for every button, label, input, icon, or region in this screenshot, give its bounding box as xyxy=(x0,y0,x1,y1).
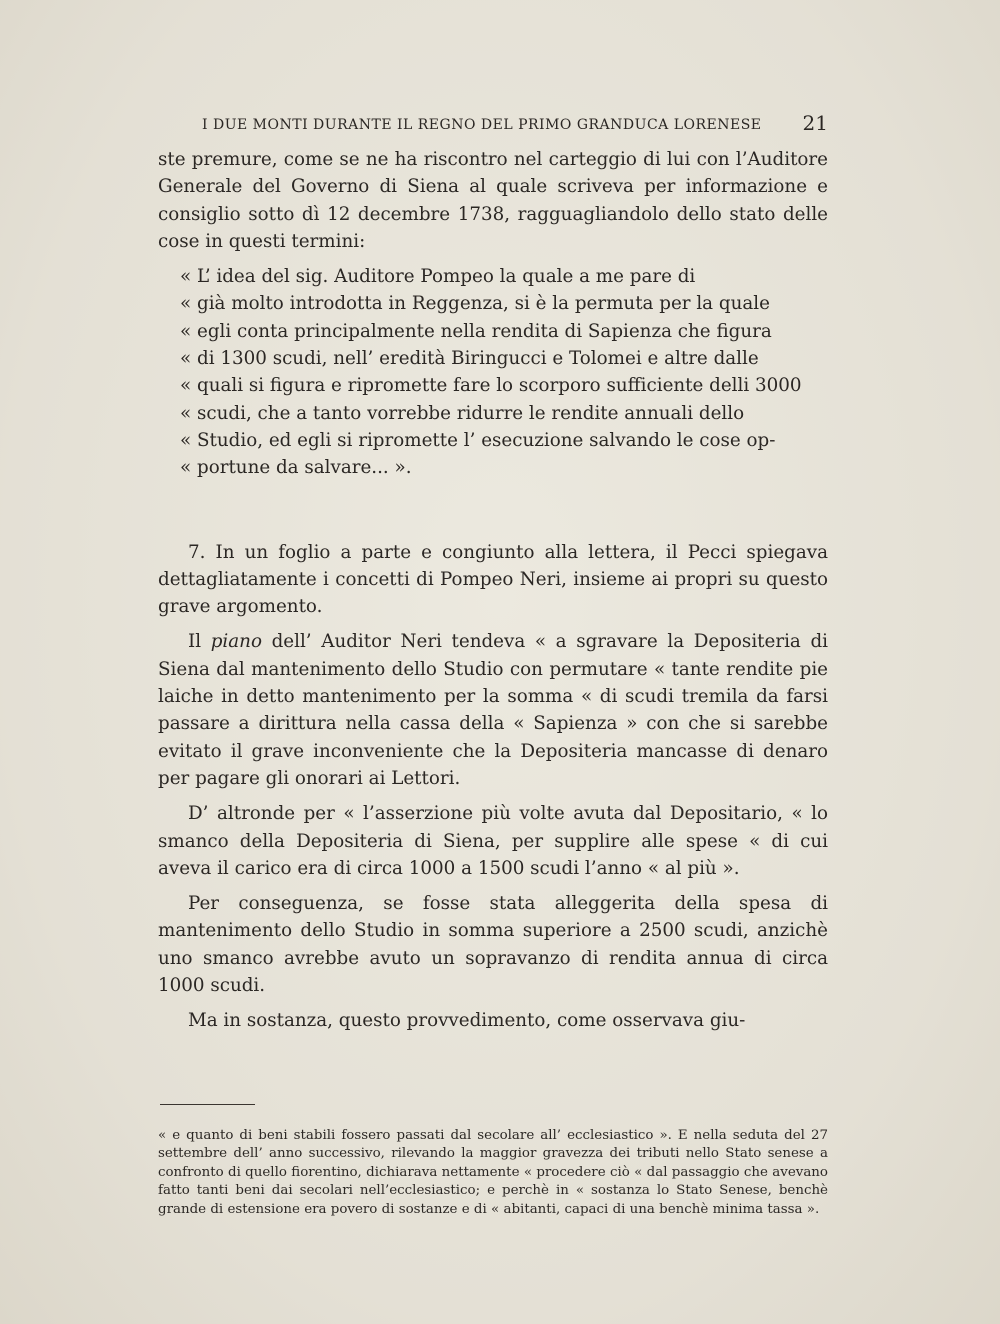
piano-prefix: Il xyxy=(188,631,211,653)
quote-line: « egli conta principalmente nella rendita di Sapienza che figura xyxy=(180,320,772,342)
paragraph-section-7: 7. In un foglio a parte e congiunto alla lettera, il Pecci spiegava dettagliatamente i concetti di Pompeo Neri, insieme ai propri su questo grave argomento. xyxy=(158,541,828,618)
paragraph-piano xyxy=(158,628,828,792)
piano-italic: piano xyxy=(210,631,262,653)
piano-rest: dell’ Auditor Neri tendeva « a sgravare la Depositeria di Siena dal mantenimento dello Studio con permutare « tante rendite pie laiche in detto mantenimento per la somma « di scudi tremila da farsi passare a dirittura nella cassa della « Sapienza » con che si sarebbe evitato il grave inconveniente che la Depositeria mancasse di denaro per pagare gli onorari ai Lettori. xyxy=(158,631,828,789)
footnote-separator xyxy=(160,1104,255,1105)
running-title: I DUE MONTI DURANTE IL REGNO DEL PRIMO GRANDUCA LORENESE xyxy=(202,117,762,133)
paragraph-altronde: D’ altronde per « l’asserzione più volte avuta dal Depositario, « lo smanco della Depositeria di Siena, per supplire alle spese « di cui aveva il carico era di circa 1000 a 1500 scudi l’anno « al più ». xyxy=(158,803,828,879)
quote-line: « di 1300 scudi, nell’ eredità Biringucci e Tolomei e altre dalle xyxy=(180,348,759,370)
quote-line: « Studio, ed egli si ripromette l’ esecuzione salvando le cose op- xyxy=(180,429,776,451)
quote-line: « portune da salvare... ». xyxy=(180,457,412,479)
quote-line: « quali si figura e ripromette fare lo scorporo sufficiente delli 3000 xyxy=(180,375,802,397)
quote-line: « L’ idea del sig. Auditore Pompeo la quale a me pare di xyxy=(180,266,696,288)
quote-line: « scudi, che a tanto vorrebbe ridurre le rendite annuali dello xyxy=(180,402,745,424)
section-gap xyxy=(158,482,828,539)
paragraph-1: ste premure, come se ne ha riscontro nel carteggio di lui con l’Auditore Generale del Governo di Siena al quale scriveva per informazione e consiglio sotto dì 12 decembre 1738, ragguagliandolo dello stato delle cose in questi termini: xyxy=(158,149,828,252)
block-quote xyxy=(158,263,828,481)
page-number: 21 xyxy=(802,111,828,135)
main-text xyxy=(158,146,828,1043)
paragraph-conseguenza: Per conseguenza, se fosse stata alleggerita della spesa di mantenimento dello Studio in somma superiore a 2500 scudi, anzichè uno smanco avrebbe avuto un sopravanzo di rendita annua di circa 1000 scudi. xyxy=(158,893,828,997)
footnotes xyxy=(158,1127,828,1219)
footnote-text: « e quanto di beni stabili fossero passati dal secolare all’ ecclesiastico ». E nella seduta del 27 settembre dell’ anno successivo, rilevando la maggior gravezza dei tributi nello Stato senese a confronto di quello fiorentino, dichiarava nettamente « procedere ciò « dal passaggio che avevano fatto tanti beni dai secolari nell’ecclesiastico; e perchè in « sostanza lo Stato Senese, benchè grande di estensione era povero di sostanze e di « abitanti, capaci di una benchè minima tassa ». xyxy=(158,1128,828,1217)
page-header xyxy=(158,111,828,141)
quote-line: « già molto introdotta in Reggenza, si è la permuta per la quale xyxy=(180,293,770,315)
paragraph-sostanza: Ma in sostanza, questo provvedimento, come osservava giu- xyxy=(188,1010,746,1032)
